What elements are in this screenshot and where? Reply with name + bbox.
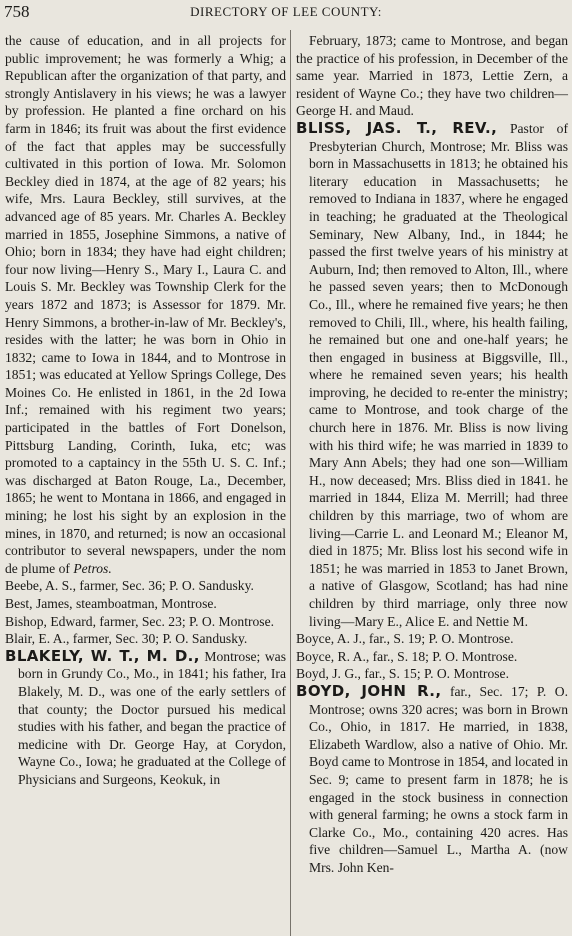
directory-entry-beebe: Beebe, A. S., farmer, Sec. 36; P. O. Sandusky. xyxy=(5,578,254,594)
beckley-continued-text: the cause of education, and in all projects for public improvement; he was formerly a Whig; a Republican after the organization of that party, and strongly Antislavery in his views; he was a lawyer by profession. He planted a fine orchard on his farm in 1846; its fruit was about the first evidence of the fact that apples may be successfully cultivated in this portion of Iowa. Mr. Solomon Beckley died in 1874, at the age of 82 years; his wife, Mrs. Laura Beckley, still survives, at the advanced age of 85 years. Mr. Charles A. Beckley married in 1855, Josephine Simmons, a native of Ohio; born in 1834; they have had eight children; four now living—Henry S., Mary I., Laura C. and Louis S. Mr. Beckley was Township Clerk for the years 1872 and 1873; is Assessor for 1879. Mr. Henry Simmons, a brother-in-law of Mr. Beckley's, resides with the latter; he was born in Ohio in 1832; came to Iowa in 1844, and to Montrose in 1851; was educated at Yellow Springs College, Des Moines Co. He enlisted in 1861, in the 2d Iowa Inf.; remained with his regiment two years; participated in the battles of Fort Donelson, Pittsburg Landing, Corinth, Iuka, etc; was promoted to a captaincy in the 55th U. S. C. Inf.; was discharged at Baton Rouge, La., December, 1865; he went to Montana in 1866, and engaged in mining; he lost his sight by an explosion in the mines, in 1870, and returned; is now an occasional contributor to several newspapers, under the nom de plume of xyxy=(5,33,286,576)
column-divider xyxy=(290,30,291,936)
directory-entry-bliss xyxy=(296,120,568,630)
right-column xyxy=(296,32,568,877)
left-column xyxy=(5,32,286,789)
bliss-text: Pastor of Presbyterian Church, Montrose; Mr. Bliss was born in Massachusetts in 1813; he obtained his literary education in Massachusetts; he removed to Indiana in 1837, where he engaged in teaching; he graduated at the Theological Seminary, New Albany, Ind., in 1844; he passed the first twelve years of his ministry at Auburn, Ind; then removed to Alton, Ill., where he passed seven years; then to McDonough Co., Ill., where he remained five years; he then removed to Chili, Ill., where, his health failing, he remained but one and one-half years; he then engaged in business at Biggsville, Ill., where he remained seven years; his health improving, he decided to re-enter the ministry; came to Montrose, and took charge of the church here in 1876. Mr. Bliss is now living with his third wife; he was married in 1839 to Mary Ann Abels; they had one son—William H., now deceased; Mrs. Bliss died in 1841. he married in 1844, Eliza M. Merrill; had three children by this marriage, two of whom are living—Carrie L. and Leonard M.; Eleanor M, died in 1875; Mr. Bliss lost his second wife in 1851; he was married in 1853 to Janet Brown, a native of Glasgow, Scotland; has had nine children by third marriage, only three now living—Mary E., Alice E. and Nettie M. xyxy=(309,120,568,629)
page-header xyxy=(4,2,568,22)
page-number: 758 xyxy=(4,2,30,21)
boyd-text: far., Sec. 17; P. O. Montrose; owns 320 acres; was born in Brown Co., Ohio, in 1817. He married, in 1838, Elizabeth Wardlow, also a native of Ohio. Mr. Boyd came to Montrose in 1854, and located in Sec. 9; came to present farm in 1878; he is engaged in the stock business in connection with general farming; he owns a stock farm in Clarke Co., Mo., containing 420 acres. Has five children—Samuel L., Martha A. (now Mrs. John Ken- xyxy=(309,683,569,875)
running-title: DIRECTORY OF LEE COUNTY: xyxy=(190,4,382,19)
directory-entry-blair: Blair, E. A., farmer, Sec. 30; P. O. Sandusky. xyxy=(5,631,248,647)
directory-entry-best: Best, James, steamboatman, Montrose. xyxy=(5,596,217,611)
directory-entry-boyd-jg: Boyd, J. G., far., S. 15; P. O. Montrose. xyxy=(296,666,509,682)
bliss-name: BLISS, JAS. T., REV., xyxy=(296,118,498,137)
directory-entry-boyce-ra: Boyce, R. A., far., S. 18; P. O. Montrose. xyxy=(296,648,518,664)
beckley-continued-paragraph xyxy=(5,32,286,577)
directory-entry-bishop: Bishop, Edward, farmer, Sec. 23; P. O. Montrose. xyxy=(5,613,275,629)
directory-entry-boyce-aj: Boyce, A. J., far., S. 19; P. O. Montrose. xyxy=(296,631,514,647)
blakely-name: BLAKELY, W. T., M. D., xyxy=(5,646,200,665)
directory-entry-boyd-john xyxy=(296,683,568,877)
beckley-pen-name: Petros. xyxy=(73,560,112,576)
boyd-name: BOYD, JOHN R., xyxy=(296,681,442,700)
blakely-text: Montrose; was born in Grundy Co., Mo., in 1841; his father, Ira Blakely, M. D., was one of the early settlers of that county; the Doctor pursued his medical studies with his father, and began the practice of medicine with Dr. George Hay, at Corydon, Wayne Co., Iowa; he graduated at the College of Physicians and Surgeons, Keokuk, in xyxy=(18,648,286,787)
blakely-continued-paragraph: February, 1873; came to Montrose, and began the practice of his profession, in December of the same year. Married in 1873, Lettie Zern, a resident of Wayne Co.; they have two children—George H. and Maud. xyxy=(296,33,568,119)
directory-entry-blakely xyxy=(5,648,286,789)
